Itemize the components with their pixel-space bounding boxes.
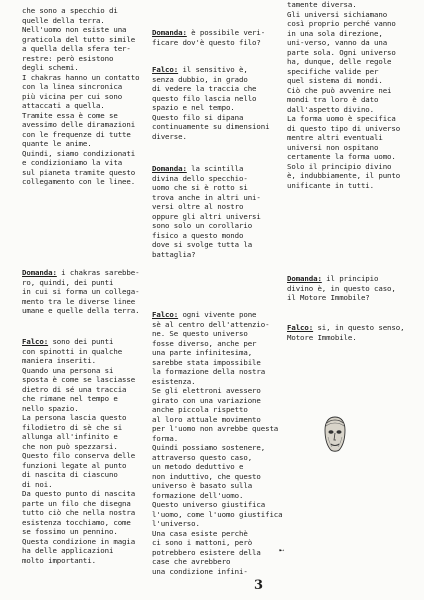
line-text: nello spazio. [22,403,79,413]
line-text: mento tra le diverse linee [22,296,136,306]
text-line [22,527,135,537]
text-line [152,174,261,184]
text-line [152,348,283,358]
line-text: sono dei punti [48,337,114,346]
text-line [152,424,283,434]
text-line [152,510,283,520]
text-line [22,6,139,16]
line-text: fosse diverso, anche per [152,338,257,348]
line-text: degli schemi. [22,63,79,72]
line-text: forma. [152,433,179,443]
text-line [152,557,283,567]
text-line [152,221,261,231]
text-line [22,518,135,528]
text-line [287,284,396,294]
line-text: certamente la forma uomo. [287,152,396,161]
speaker-label: Falco: [152,65,179,74]
text-line [22,130,139,140]
text-line [287,105,400,115]
text-line [152,500,283,510]
line-text: tutto ciò che nella nostra [22,508,136,517]
line-text: in una sola direzione, [287,28,383,38]
line-text: divina dello specchio- [152,173,248,183]
line-text: allunga all'infinito e [22,432,118,441]
text-line [22,508,135,518]
text-line [22,25,139,35]
text-line [22,537,135,547]
line-text: ha, dunque, delle regole [287,57,392,66]
text-line [287,274,396,284]
text-line [152,358,283,368]
text-line [287,171,400,181]
line-text: con spinotti in qualche [22,346,123,356]
text-line [287,323,404,333]
text-line [22,556,135,566]
line-text: dall'aspetto divino. [287,104,374,114]
col3-paragraph [287,274,396,303]
col1-paragraph [22,337,135,565]
text-line [287,95,400,105]
line-text: divino è, in questo caso, [287,283,396,293]
line-text: Quindi possiamo sostenere, [152,443,266,452]
line-text: mondi tra loro è dato [287,95,379,104]
line-text: specifiche valide per [287,66,379,76]
text-line [152,538,283,548]
text-line [152,38,265,48]
line-text: parte sola. Ogni universo [287,47,396,57]
line-text: se fossimo un pennino. [22,527,118,536]
line-text: dietro di sé una traccia [22,384,127,394]
line-text: attaccati a quella. [22,101,105,110]
text-line [22,385,135,395]
text-line [22,306,139,316]
line-text: a quella della sfera ter- [22,44,131,53]
text-line [152,329,283,339]
col2-paragraph [152,164,261,259]
line-text: Gli universi sichiamano [287,9,388,19]
line-text: è, indubbiamente, il punto [287,171,401,180]
text-line [152,567,283,577]
line-text: l'universo. [152,519,200,528]
line-text: restre: però esistono [22,53,114,63]
text-line [22,177,139,187]
text-line [22,158,139,168]
line-text: Quindi, siamo condizionati [22,148,136,158]
text-line [152,202,261,212]
line-text: umane e quelle della terra. [22,306,140,315]
line-text: quante le anime. [22,139,92,148]
col3-paragraph [287,323,404,342]
text-line [152,529,283,539]
line-text: sul pianeta tramite questo [22,167,136,177]
line-text: al loro attuale movimento [152,414,261,424]
text-line [287,76,400,86]
line-text: di nascita di ciascuno [22,470,118,479]
line-text: versi oltre al nostro [152,202,244,211]
text-line [22,35,139,45]
speaker-label: Domanda: [287,274,322,283]
line-text: filodietro di sè che si [22,422,123,432]
text-line [287,143,400,153]
text-line [152,310,283,320]
line-text: La persona lascia questo [22,413,127,422]
text-line [287,57,400,67]
text-line [287,19,400,29]
text-line [287,10,400,20]
line-text: esistenza. [152,376,196,386]
text-line [22,375,135,385]
line-text: il principio [321,274,379,283]
text-line [22,268,139,278]
line-text: Motore Immobile. [287,332,357,342]
line-text: l'uomo, come l'uomo giustifica [152,509,283,519]
line-text: maniera inseriti. [22,356,96,365]
text-line [287,162,400,172]
text-line [22,297,139,307]
line-text: Se gli elettroni avessero [152,386,261,395]
line-text: uni-verso, vanno da una [287,38,388,47]
line-text: girato con una variazione [152,395,261,405]
text-line [152,386,283,396]
text-line [152,377,283,387]
line-text: Questo filo si dipana [152,112,244,122]
text-line [287,181,400,191]
text-line [287,114,400,124]
text-line [22,489,135,499]
line-text: è possibile veri- [186,28,266,37]
text-line [152,240,261,250]
text-line [287,86,400,96]
text-line [22,470,135,480]
line-text: unificante in tutti. [287,180,374,190]
line-text: Ciò che può avvenire nei [287,85,392,95]
line-text: una condizione infini- [152,566,248,576]
text-line [287,124,400,134]
line-text: Nell'uomo non esiste una [22,25,127,34]
text-line [22,546,135,556]
speaker-label: Falco: [22,337,49,346]
text-line [152,113,269,123]
line-text: Tramite essa è come se [22,110,118,120]
line-text: si, in questo senso, [313,323,405,332]
line-text: quelle della terra. [22,15,105,25]
text-line [22,101,139,111]
line-text: La forma uomo è specifica [287,114,396,123]
line-text: e condizioniamo la vita [22,158,123,167]
line-text: ne. Se questo universo [152,329,248,338]
line-text: molto importanti. [22,555,96,565]
text-line [152,548,283,558]
text-line [22,16,139,26]
text-line [152,212,261,222]
line-text: Da questo punto di nascita [22,489,136,498]
text-line [152,396,283,406]
text-line [22,394,135,404]
text-line [152,132,269,142]
line-text: questo filo lascia nello [152,93,257,103]
text-line [287,152,400,162]
text-line [22,337,135,347]
text-line [152,164,261,174]
text-line [22,278,139,288]
text-line [287,67,400,77]
text-line [22,461,135,471]
line-text: di questo tipo di universo [287,123,401,133]
line-text: i chakras sarebbe- [56,268,140,277]
line-text: universo è basato sulla [152,481,253,490]
line-text: in cui si forma un collega- [22,287,140,296]
text-line [152,481,283,491]
line-text: che non può spezzarsi. [22,441,118,451]
line-text: ogni vivente pone [178,310,257,319]
line-text: ro, quindi, dei punti [22,277,114,287]
text-line [22,347,135,357]
text-line [287,38,400,48]
line-text: che rimane nel tempo e [22,394,118,403]
text-line [152,472,283,482]
text-line [22,423,135,433]
text-line [22,168,139,178]
text-line [22,451,135,461]
line-text: attraverso questo caso, [152,452,253,462]
text-line [152,453,283,463]
text-line [22,139,139,149]
text-line [22,120,139,130]
line-text: tamente diversa. [287,0,357,9]
col3-paragraph [287,0,400,190]
line-text: esistenza tocchiamo, come [22,517,131,527]
text-line [152,519,283,529]
line-text: con le frequenze di tutte [22,129,131,139]
text-line [152,94,269,104]
line-text: Questo filo conserva delle [22,451,136,460]
line-text: Questa condizione in magia [22,536,136,546]
line-text: fisico a questo mondo [152,230,244,240]
line-text: di vedere la traccia che [152,84,257,93]
line-text: una parte infinitesima, [152,348,253,357]
col2-paragraph [152,28,265,47]
line-text: formazione dell'uomo. [152,490,244,500]
line-text: sposta è come se lasciasse [22,375,136,384]
text-line [152,367,283,377]
text-line [152,415,283,425]
text-line [22,54,139,64]
speaker-label: Falco: [152,310,179,319]
line-text: che sono a specchio di [22,6,118,15]
line-text: mentre altri eventuali [287,133,383,142]
line-text: dove si svolge tutta la [152,240,253,249]
text-line [22,92,139,102]
line-text: parte un filo che disegna [22,498,131,508]
line-text: così proprio perché vanno [287,19,396,28]
page-number: 3 [254,578,264,593]
line-text: graticola del tutto simile [22,34,136,44]
text-line [152,231,261,241]
text-line [287,29,400,39]
col2-paragraph [152,310,283,576]
line-text: ficare dov'è questo filo? [152,37,261,47]
line-text: spazio e nel tempo. [152,103,235,112]
line-text: più vicina per cui sono [22,91,123,101]
text-line [152,65,269,75]
text-line [152,443,283,453]
line-text: anche piccola rispetto [152,405,248,414]
text-line [22,480,135,490]
line-text: senza dubbio, in grado [152,74,248,84]
line-text: quel sistema di mondi. [287,76,383,85]
text-line [22,366,135,376]
text-line [22,356,135,366]
text-line [152,462,283,472]
line-text: battaglia? [152,249,196,259]
text-line [22,287,139,297]
line-text: Solo il principio divino [287,161,392,171]
line-text: la scintilla [186,164,244,173]
line-text: Quando una persona si [22,365,114,375]
line-text: Questo universo giustifica [152,500,266,509]
line-text: collegamento con le linee. [22,177,136,186]
speaker-label: Domanda: [22,268,57,277]
line-text: continuamente su dimensioni [152,122,270,131]
text-line [22,111,139,121]
line-text: la formazione della nostra [152,367,266,376]
line-text: non induttivo, che questo [152,471,261,481]
col1-paragraph [22,6,139,187]
text-line [152,193,261,203]
text-line [22,432,135,442]
line-text: trova anche in altri uni- [152,192,261,202]
speaker-label: Domanda: [152,164,187,173]
line-text: il sensitivo è, [178,65,248,74]
line-text: case che avrebbero [152,557,231,566]
text-line [22,499,135,509]
text-line [22,63,139,73]
text-line [152,84,269,94]
line-text: diverse. [152,131,187,141]
line-text: il Motore Immobile? [287,293,370,302]
col2-paragraph [152,65,269,141]
text-line [22,442,135,452]
line-text: di noi. [22,479,53,489]
speaker-label: Falco: [287,323,314,332]
text-line [22,73,139,83]
text-line [22,44,139,54]
col1-paragraph [22,268,139,316]
line-text: I chakras hanno un contatto [22,72,140,82]
text-line [287,0,400,10]
text-line [152,320,283,330]
line-text: per l'uomo non avrebbe questa [152,424,279,433]
line-text: sè al centro dell'attenzio- [152,319,270,329]
text-line [22,404,135,414]
line-text: un metodo deduttivo e [152,462,244,471]
line-text: funzioni legate al punto [22,460,127,470]
line-text: sono solo un corollario [152,221,253,230]
line-text: sarebbe stata impossibile [152,357,261,367]
text-line [22,149,139,159]
text-line [22,82,139,92]
line-text: con la linea sincronica [22,82,123,91]
text-line [287,333,404,343]
line-text: ci sono i mattoni, però [152,538,253,547]
text-line [152,122,269,132]
line-text: avessimo delle diramazioni [22,120,136,129]
line-text: oppure gli altri universi [152,211,261,221]
hand-arrow-icon: ➸ [279,546,285,556]
text-line [287,133,400,143]
text-line [152,434,283,444]
text-line [152,491,283,501]
text-line [287,293,396,303]
text-line [152,103,269,113]
line-text: potrebbero esistere della [152,547,261,557]
speaker-label: Domanda: [152,28,187,37]
text-line [287,48,400,58]
line-text: ha delle applicazioni [22,546,114,555]
text-line [152,250,261,260]
text-line [152,28,265,38]
line-text: universi non ospitano [287,142,379,152]
text-line [152,75,269,85]
line-text: uomo che si è rotto si [152,183,248,192]
line-text: Una casa esiste perchè [152,528,248,538]
stone-face-mask-icon [322,415,348,455]
text-line [152,183,261,193]
text-line [152,339,283,349]
text-line [152,405,283,415]
text-line [22,413,135,423]
